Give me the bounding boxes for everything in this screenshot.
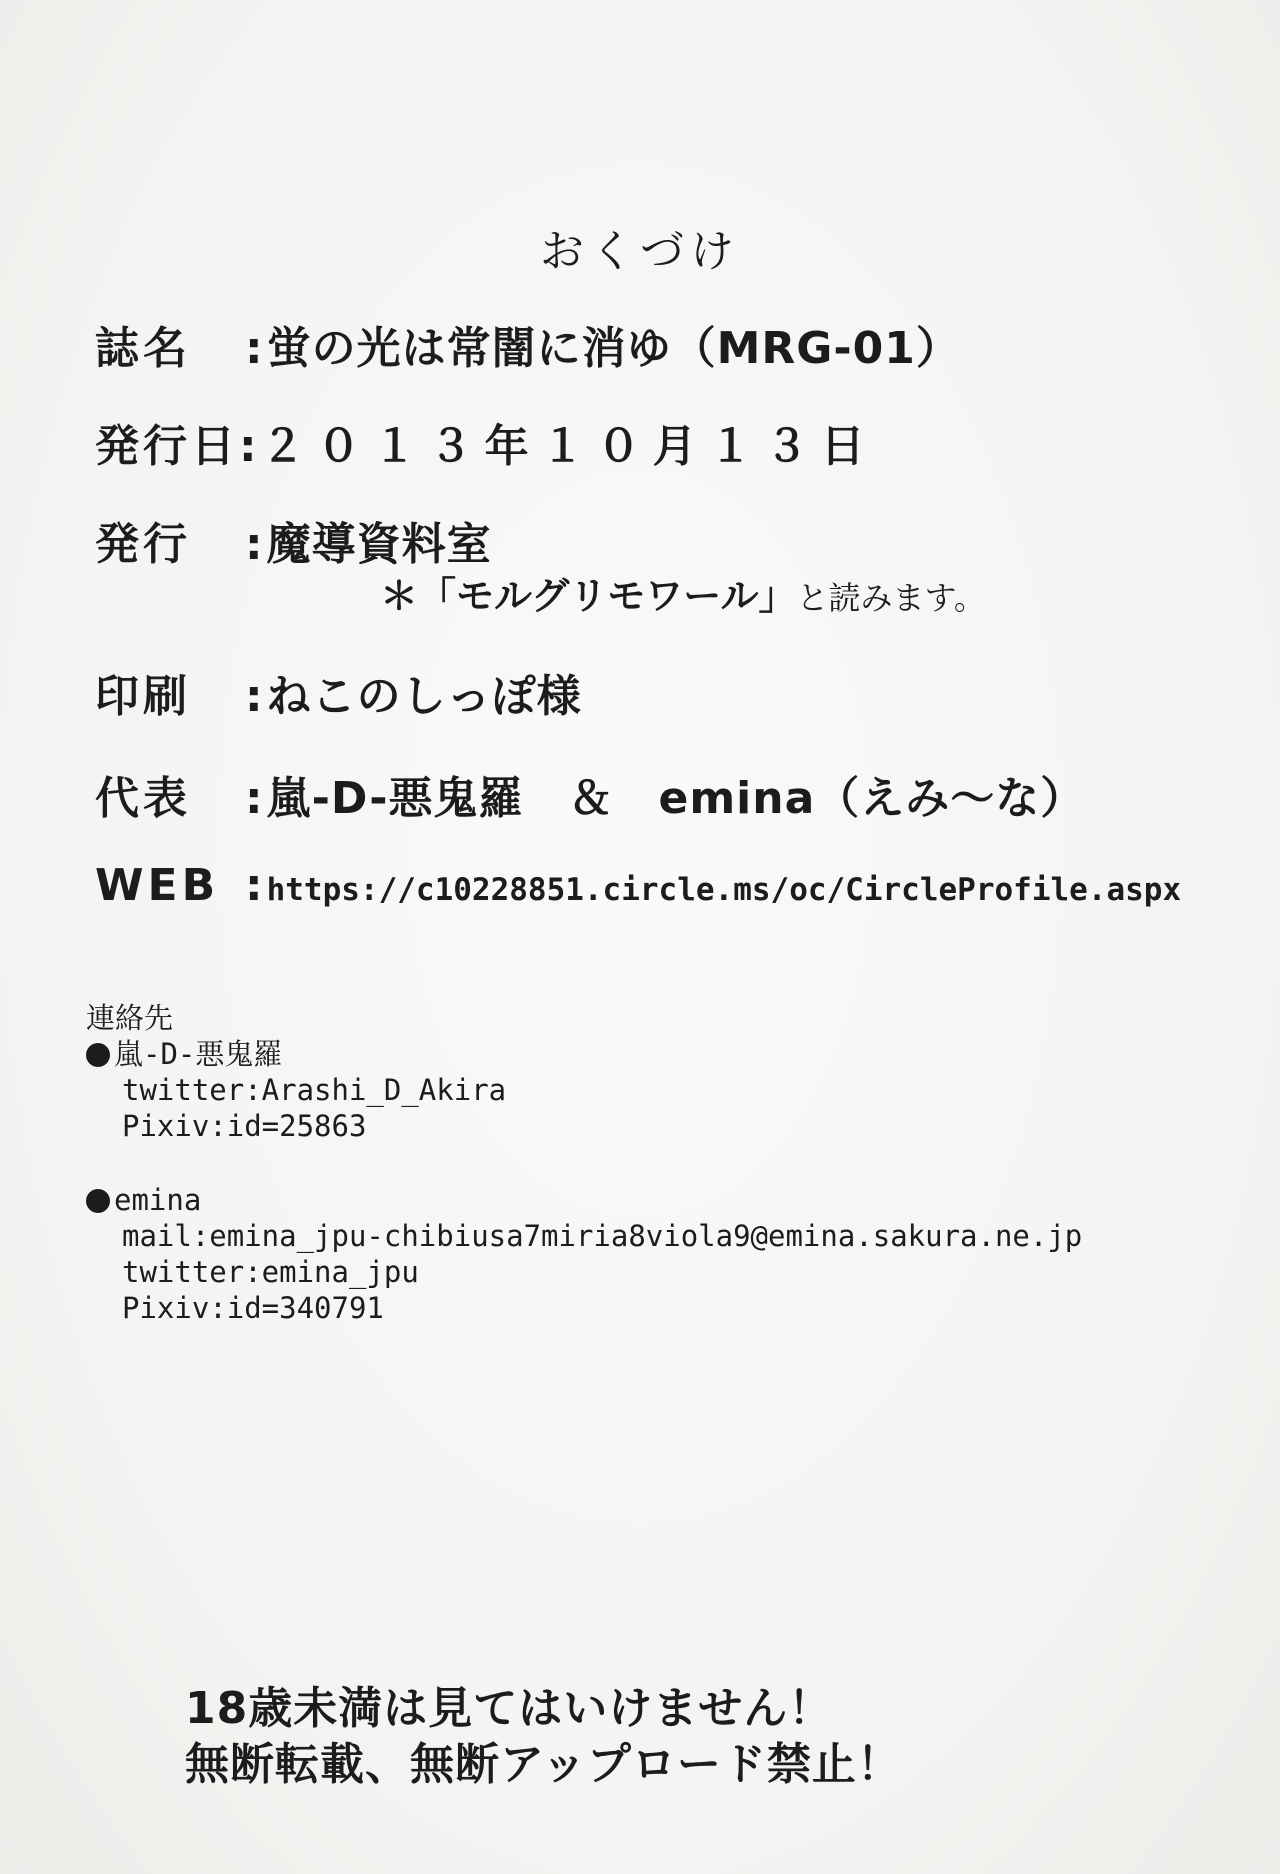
label-web: WEB bbox=[95, 860, 220, 911]
publisher-reading-note bbox=[380, 565, 986, 620]
reading-note-tail: と読みます。 bbox=[796, 579, 986, 617]
akira-twitter: twitter:Arashi_D_Akira bbox=[122, 1073, 507, 1107]
contacts-heading: 連絡先 bbox=[86, 1001, 174, 1035]
colon: : bbox=[245, 671, 263, 722]
label-printer: 印刷 bbox=[95, 671, 191, 722]
label-representative: 代表 bbox=[95, 773, 191, 824]
label-publisher: 発行 bbox=[95, 519, 191, 570]
emina-name: emina bbox=[114, 1183, 202, 1217]
colon: : bbox=[245, 773, 263, 824]
contact-emina bbox=[86, 1182, 1082, 1326]
colon: : bbox=[245, 519, 263, 570]
emina-twitter: twitter:emina_jpu bbox=[122, 1255, 419, 1289]
colon: : bbox=[239, 421, 257, 472]
value-printer: ねこのしっぽ様 bbox=[266, 671, 582, 722]
row-printer bbox=[95, 660, 582, 724]
bullet-icon bbox=[86, 1043, 110, 1067]
reading-note-text: ＊「モルグリモワール」 bbox=[380, 574, 797, 618]
contact-name-emina bbox=[86, 1182, 1082, 1218]
page-title: おくづけ bbox=[540, 226, 740, 277]
contact-name-akira bbox=[86, 1036, 506, 1072]
akira-pixiv: Pixiv:id=25863 bbox=[122, 1109, 367, 1143]
emina-pixiv: Pixiv:id=340791 bbox=[122, 1291, 384, 1325]
age-warning: 18歳未満は見てはいけません！ bbox=[185, 1683, 834, 1734]
row-publisher bbox=[95, 508, 492, 572]
value-publisher: 魔導資料室 bbox=[266, 519, 492, 570]
row-web bbox=[95, 860, 1181, 911]
colon: : bbox=[245, 860, 263, 911]
akira-name: 嵐-D-悪鬼羅 bbox=[114, 1037, 283, 1071]
value-date: ２０１３年１０月１３日 bbox=[260, 421, 877, 472]
reupload-warning: 無断転載、無断アップロード禁止！ bbox=[185, 1739, 902, 1790]
contact-akira bbox=[86, 1000, 506, 1144]
value-title: 蛍の光は常闇に消ゆ（MRG-01） bbox=[266, 323, 961, 374]
label-title: 誌名 bbox=[95, 323, 191, 374]
label-date: 発行日 bbox=[95, 421, 239, 472]
row-date bbox=[95, 410, 877, 474]
bullet-icon bbox=[86, 1189, 110, 1213]
colon: : bbox=[245, 323, 263, 374]
row-representative bbox=[95, 762, 1085, 826]
emina-mail: mail:emina_jpu-chibiusa7miria8viola9@emina.sakura.ne.jp bbox=[122, 1219, 1083, 1253]
row-title bbox=[95, 312, 961, 376]
value-representative: 嵐-D-悪鬼羅 ＆ emina（えみ～な） bbox=[266, 773, 1086, 824]
value-web-url: https://c10228851.circle.ms/oc/CircleProfile.aspx bbox=[266, 872, 1182, 908]
